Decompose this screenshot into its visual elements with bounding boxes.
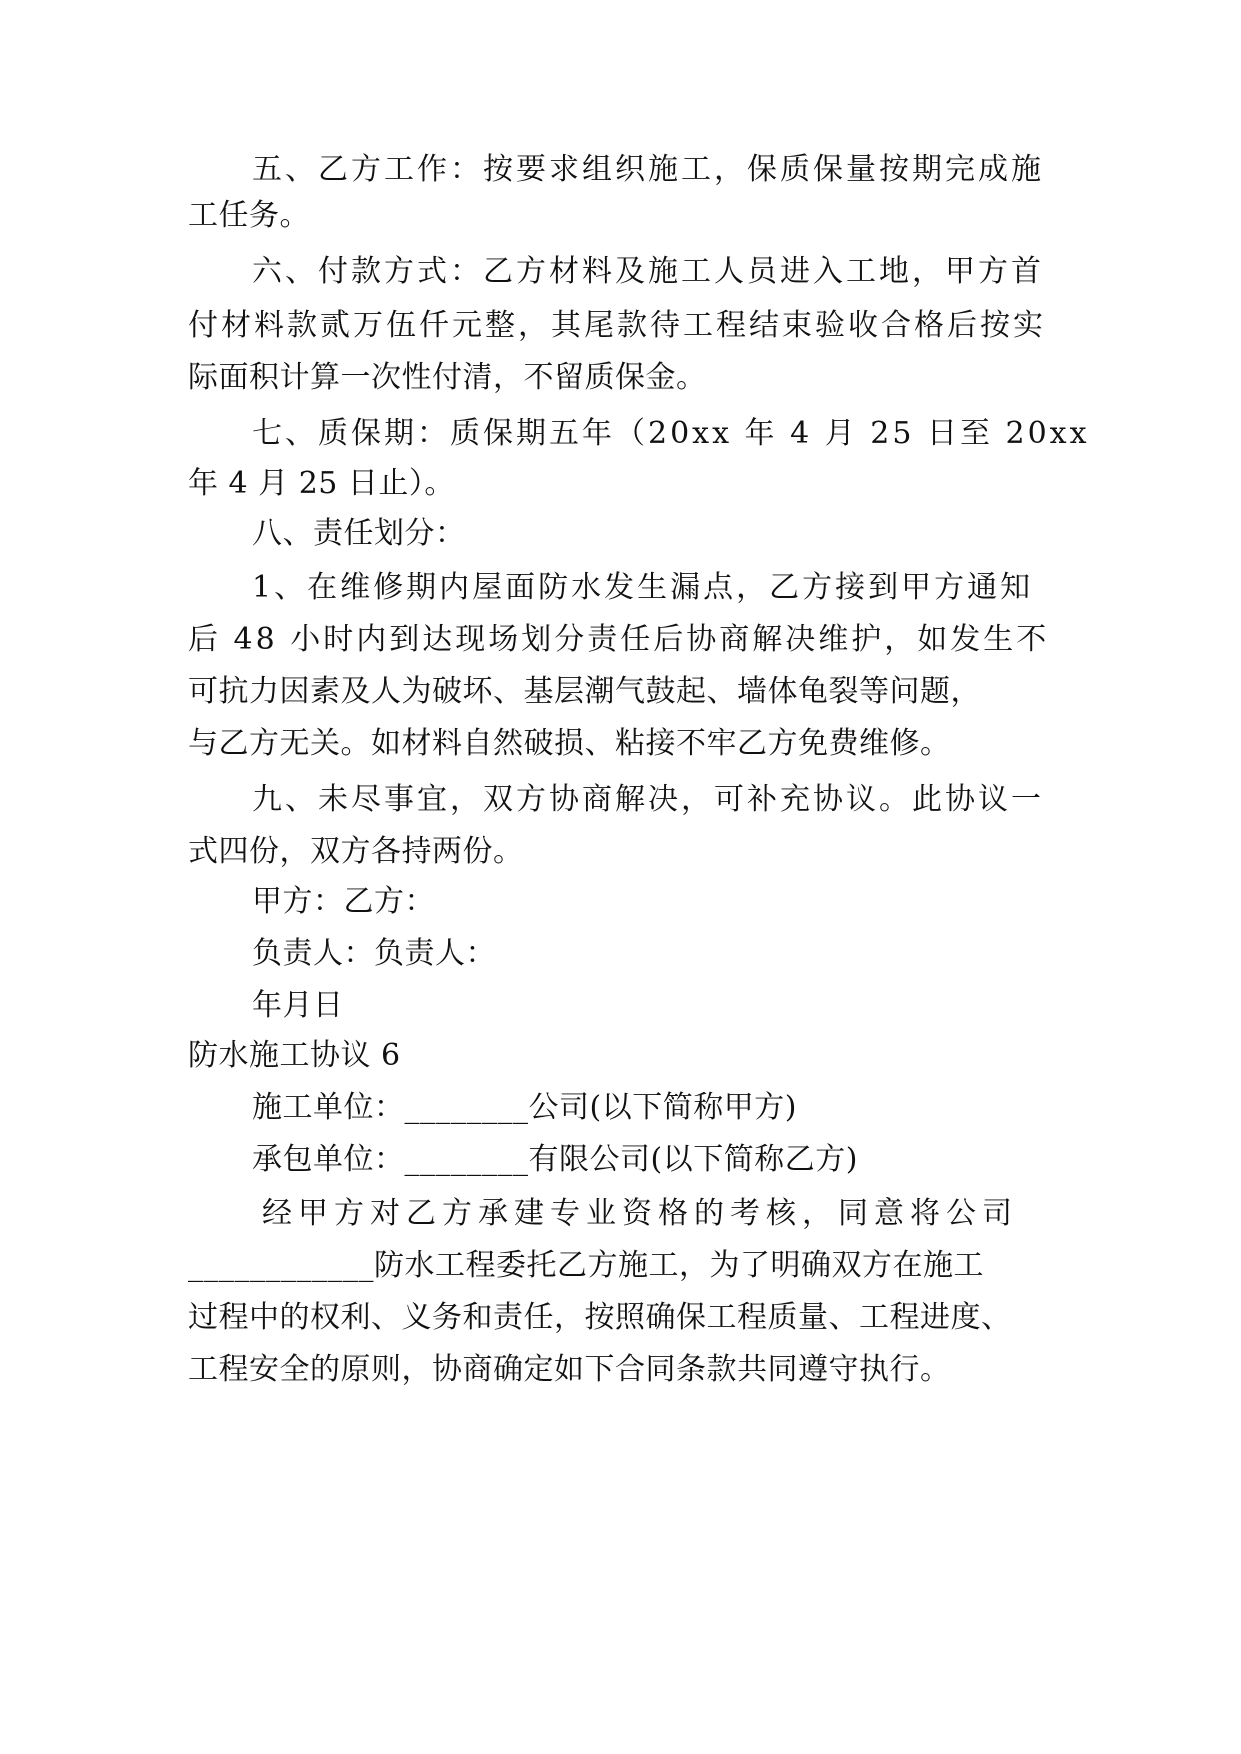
contractor-unit-line: 承包单位：________有限公司(以下简称乙方) [252, 1142, 858, 1177]
text-line: 七、质保期：质保期五年（20xx 年 4 月 25 日至 20xx [252, 416, 1090, 451]
text-line: 过程中的权利、义务和责任，按照确保工程质量、工程进度、 [188, 1300, 1012, 1335]
signature-party-line: 甲方：乙方： [252, 884, 435, 919]
text-line: 经甲方对乙方承建专业资格的考核，同意将公司 [262, 1196, 1018, 1231]
text-line: 与乙方无关。如材料自然破损、粘接不牢乙方免费维修。 [188, 726, 951, 761]
text-line: 可抗力因素及人为破坏、基层潮气鼓起、墙体龟裂等问题， [188, 674, 981, 709]
section-heading: 八、责任划分： [252, 516, 466, 551]
text-line: 付材料款贰万伍仟元整，其尾款待工程结束验收合格后按实 [188, 308, 1046, 343]
signature-responsible-line: 负责人：负责人： [252, 936, 496, 971]
text-line: 六、付款方式：乙方材料及施工人员进入工地，甲方首 [252, 254, 1044, 289]
text-line: 五、乙方工作：按要求组织施工，保质保量按期完成施 [252, 152, 1044, 187]
section-title: 防水施工协议 6 [188, 1038, 401, 1073]
text-line: 年 4 月 25 日止）。 [188, 466, 455, 501]
text-line: 式四份，双方各持两份。 [188, 834, 524, 869]
text-line: 工程安全的原则，协商确定如下合同条款共同遵守执行。 [188, 1352, 951, 1387]
text-line: ____________防水工程委托乙方施工，为了明确双方在施工 [188, 1248, 984, 1283]
text-line: 1、在维修期内屋面防水发生漏点，乙方接到甲方通知 [252, 570, 1034, 605]
construction-unit-line: 施工单位：________公司(以下简称甲方) [252, 1090, 797, 1125]
text-line: 际面积计算一次性付清，不留质保金。 [188, 360, 707, 395]
signature-date-line: 年月日 [252, 988, 344, 1023]
text-line: 九、未尽事宜，双方协商解决，可补充协议。此协议一 [252, 782, 1044, 817]
text-line: 工任务。 [188, 198, 310, 233]
text-line: 后 48 小时内到达现场划分责任后协商解决维护，如发生不 [188, 622, 1050, 657]
